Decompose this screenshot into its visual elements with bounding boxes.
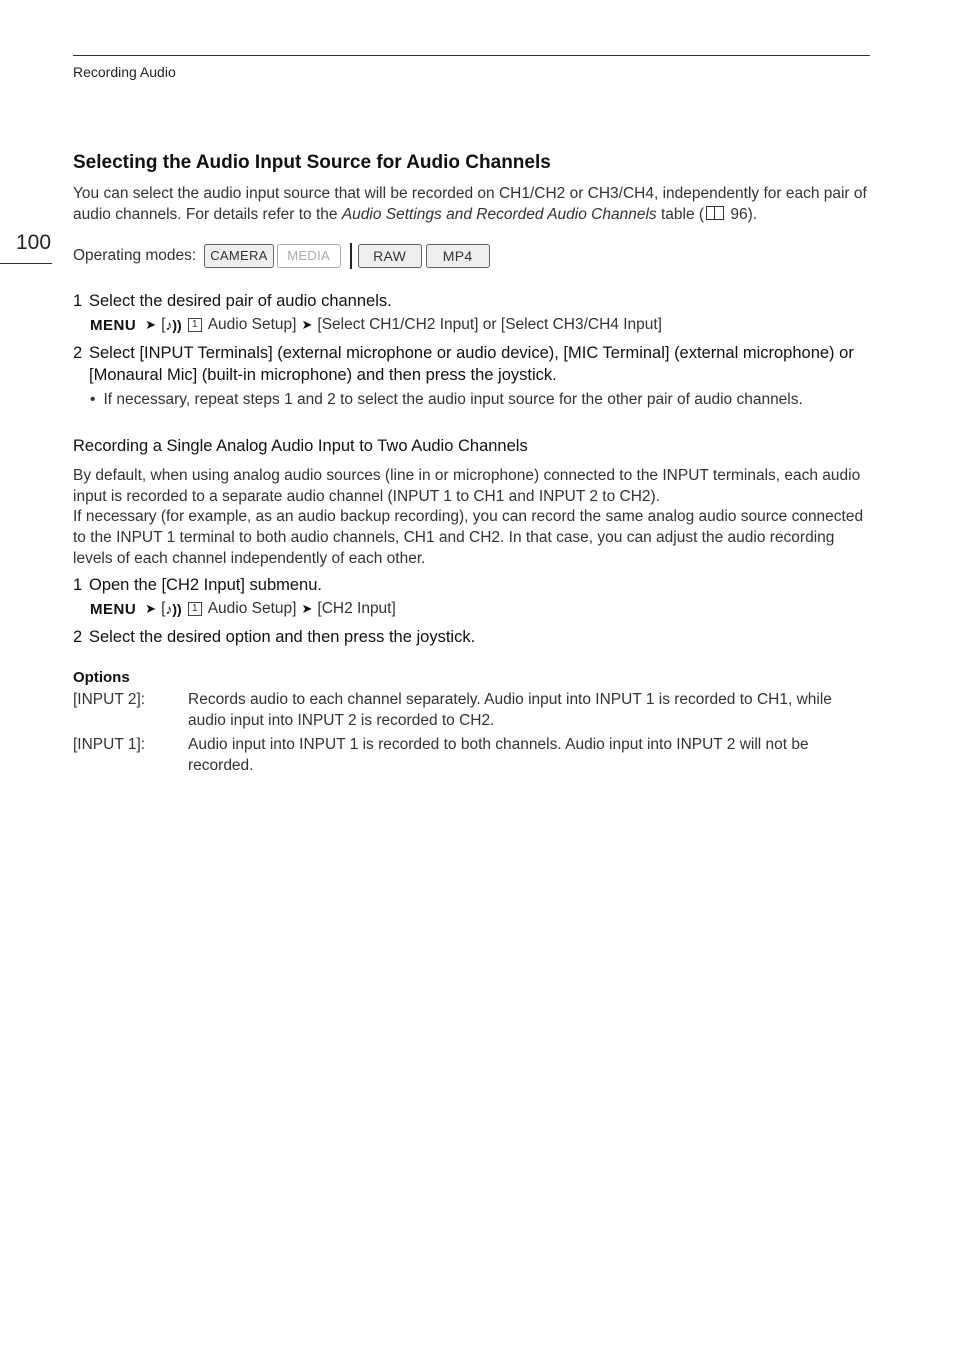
chevron-right-icon: ➤ [301,317,313,332]
chevron-right-icon: ➤ [145,317,157,332]
section1-intro [73,183,873,225]
mode-separator [350,243,352,269]
option-value: Audio input into INPUT 1 is recorded to both channels. Audio input into INPUT 2 will not be recorded. [188,736,809,774]
bracket-open: [ [161,600,166,617]
mode-camera-badge: CAMERA [204,244,273,268]
section2-para1: By default, when using analog audio sources (line in or microphone) connected to the INPUT terminals, each audio input is recorded to a separate audio channel (INPUT 1 to CH1 and INPUT 2 to CH2). [73,467,861,505]
format-raw-badge: RAW [358,244,422,268]
intro-text-post: table ( [656,206,705,223]
operating-modes [73,243,494,269]
menu-item-audio-setup: Audio Setup] [207,600,297,617]
bracket-open: [ [161,316,166,333]
menu-path-select-input [90,314,662,336]
section2-para2: If necessary (for example, as an audio backup recording), you can record the same analog audio source connected to the INPUT 1 terminal to both audio channels, CH1 and CH2. In that case, you can adjust the audio recording levels of each channel independently of each other. [73,508,864,567]
step-1-open-submenu [73,574,873,596]
page-number: 100 [16,231,52,254]
section-title-single-analog: Recording a Single Analog Audio Input to Two Audio Channels [73,437,528,455]
book-icon [706,206,724,220]
bullet-note [90,389,803,410]
mode-media-badge: MEDIA [277,244,341,268]
format-mp4-badge: MP4 [426,244,490,268]
header-rule [73,55,870,56]
step-number: 2 [73,344,83,362]
step-number: 2 [73,628,83,646]
music-note-icon: ♪)) [165,601,182,617]
menu-item-select-input: [Select CH1/CH2 Input] or [Select CH3/CH4 Input] [317,316,662,333]
option-row-input-1 [73,734,873,776]
option-value: Records audio to each channel separately. Audio input into INPUT 1 is recorded to CH1, while audio input into INPUT 2 is recorded to CH2. [188,691,832,729]
step-text: Select the desired pair of audio channels. [89,292,392,310]
options-title: Options [73,669,130,686]
menu-item-ch2-input: [CH2 Input] [317,600,396,617]
bullet-text: If necessary, repeat steps 1 and 2 to select the audio input source for the other pair of audio channels. [103,391,803,408]
tab-number-box: 1 [188,318,202,332]
step-2-select-terminal [73,342,873,386]
chevron-right-icon: ➤ [301,601,313,616]
menu-item-audio-setup: Audio Setup] [207,316,297,333]
tab-number-box: 1 [188,602,202,616]
menu-label: MENU [90,316,137,334]
bullet-dot: • [90,391,96,408]
music-note-icon: ♪)) [165,317,182,333]
menu-label: MENU [90,600,137,618]
intro-table-reference: Audio Settings and Recorded Audio Channels [341,206,657,223]
step-number: 1 [73,292,83,310]
chevron-right-icon: ➤ [145,601,157,616]
step-text: Open the [CH2 Input] submenu. [89,576,322,594]
step-text: Select [INPUT Terminals] (external microphone or audio device), [MIC Terminal] (external microphone) or [Monaural Mic] (built-in microphone) and then press the joystick. [89,344,854,384]
option-key: [INPUT 2]: [73,691,146,708]
option-key: [INPUT 1]: [73,736,146,753]
step-1-select-pair [73,290,873,312]
option-row-input-2 [73,689,873,731]
step-2-select-option [73,626,873,648]
running-head: Recording Audio [73,64,176,80]
step-number: 1 [73,576,83,594]
page-number-rule [0,263,52,264]
intro-text: You can select the audio input source that will be recorded on CH1/CH2 or CH3/CH4, independently for each pair of audio channels. For details refer to the [73,185,867,223]
operating-modes-label: Operating modes: [73,247,197,264]
step-text: Select the desired option and then press the joystick. [89,628,476,646]
menu-path-ch2-input [90,598,396,620]
section-title-audio-input-source: Selecting the Audio Input Source for Audio Channels [73,152,551,173]
intro-page-ref: 96). [726,206,758,223]
